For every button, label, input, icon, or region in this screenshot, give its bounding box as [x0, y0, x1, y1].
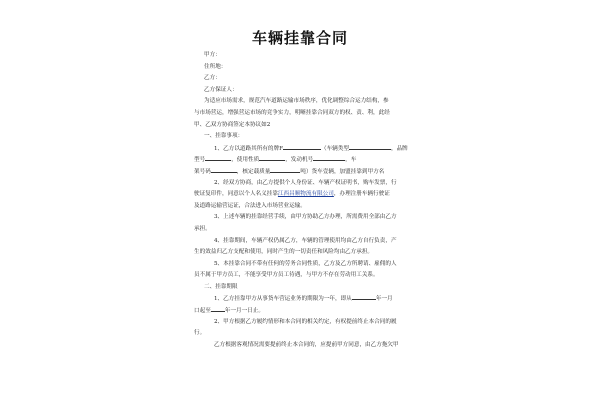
s1-item1-text-a: 1、乙方以道路其所有的牌F — [214, 145, 283, 152]
s2-item1-text-a: 1、乙方挂靠甲方从事货车营运业务的期限为一年，即从 — [214, 296, 352, 303]
s2-item2-line1: 2、甲方根据乙方履约情形和本合同的相关约定，有权提前终止本合同的履 — [214, 318, 397, 325]
address-label: 住所地： — [204, 63, 227, 70]
s1-item2-line1: 2、经双方协商，由乙方提供个人身份证、车辆产权证明书，购车发票，行 — [214, 179, 397, 186]
s1-item1-text-g: ，车 — [345, 157, 357, 164]
s1-item1-text-j: 吨）货车壹辆，加盟挂靠到甲方名 — [300, 168, 385, 175]
end-year-blank — [211, 305, 225, 312]
s1-item1-line3 — [194, 166, 419, 178]
s1-item2-text-b: ，办理注册车辆行驶证 — [333, 191, 390, 198]
s1-item5-line2: 员不属于甲方员工，不能享受甲方员工待遇，与甲方不存在劳动用工关系。 — [194, 272, 379, 279]
party-b-label: 乙方： — [204, 75, 221, 82]
s1-item1-text-c: ，品牌 — [390, 145, 408, 152]
s2-item3-line1: 乙方根据客观情况需要提前终止本合同的，应提前甲方同意，由乙方拖欠甲 — [214, 341, 399, 348]
intro-line-2: 与市场营运，增强营运市场的竞争实力，明晰挂靠合同双方的权、责、利，此经 — [194, 109, 390, 116]
start-year-blank — [352, 293, 376, 300]
model-blank — [205, 154, 231, 161]
usage-blank — [259, 154, 285, 161]
section2-heading: 二、挂靠期限 — [204, 283, 238, 290]
s1-item2-line2 — [194, 189, 419, 201]
s1-item1-text-h: 架号码 — [194, 168, 211, 175]
s1-item1-text-b: （车辆类型 — [320, 145, 349, 152]
s2-item1-text-b: 年一月 — [375, 296, 393, 303]
page-title: 车辆挂靠合同 — [251, 29, 348, 47]
party-a-label: 甲方： — [204, 52, 221, 58]
s2-item2-line2: 行。 — [194, 330, 206, 337]
section1-heading: 一、挂靠事项： — [204, 133, 244, 140]
s2-item1-text-c: 口起至 — [194, 308, 211, 315]
s1-item2-line3: 及道路运输营运证，合法进入市场营业运输。 — [194, 202, 306, 209]
company-link[interactable]: 江西昌顺物流有限公司 — [277, 191, 334, 198]
s2-item1-text-d: 年一月一日止。 — [224, 308, 264, 315]
s1-item4-line2: 生的效益归乙方支配和使用，同时产生的一切责任和风险均由乙方承担。 — [194, 249, 374, 256]
plate-blank — [283, 143, 321, 150]
frame-number-blank — [211, 166, 237, 173]
vehicle-type-blank — [349, 143, 391, 150]
party-b-guarantor-label: 乙方保证人： — [204, 86, 238, 93]
load-capacity-blank — [270, 166, 300, 173]
s1-item3-line2: 承担。 — [194, 225, 211, 232]
s1-item1-text-f: ，发动机号 — [285, 157, 314, 164]
s1-item1-line2 — [194, 154, 419, 166]
s1-item1-line1 — [194, 143, 419, 155]
s2-item1-line2 — [194, 305, 419, 317]
intro-line-3: 甲、乙双方协商签定本协议如2 — [194, 121, 271, 128]
contract-body — [194, 50, 419, 351]
intro-line-1: 为适应市场需求，规范汽车道路运输市场秩序，优化调整综合运力结构，参 — [204, 98, 389, 105]
s1-item1-text-e: ，使用性质 — [231, 157, 260, 164]
engine-number-blank — [313, 154, 345, 161]
s1-item1-text-i: ，核定载质量 — [236, 168, 271, 175]
s1-item5-line1: 5、本挂靠合同不带有任何的劳务合同性质，乙方及乙方所聘请、雇佣的人 — [214, 260, 397, 267]
s1-item4-line1: 4、挂靠期间，车辆产权仍属乙方，车辆的管理使用均由乙方自行负责，产 — [214, 237, 397, 244]
s1-item2-text-a: 驶证复印件，同意以个人名义挂靠 — [194, 191, 278, 198]
s1-item3-line1: 3、上述车辆的挂靠经营手续，由甲方协助乙方办理，所需费用全部由乙方 — [214, 214, 397, 221]
s2-item1-line1 — [194, 293, 419, 305]
s1-item1-text-d: 型号 — [194, 157, 206, 164]
